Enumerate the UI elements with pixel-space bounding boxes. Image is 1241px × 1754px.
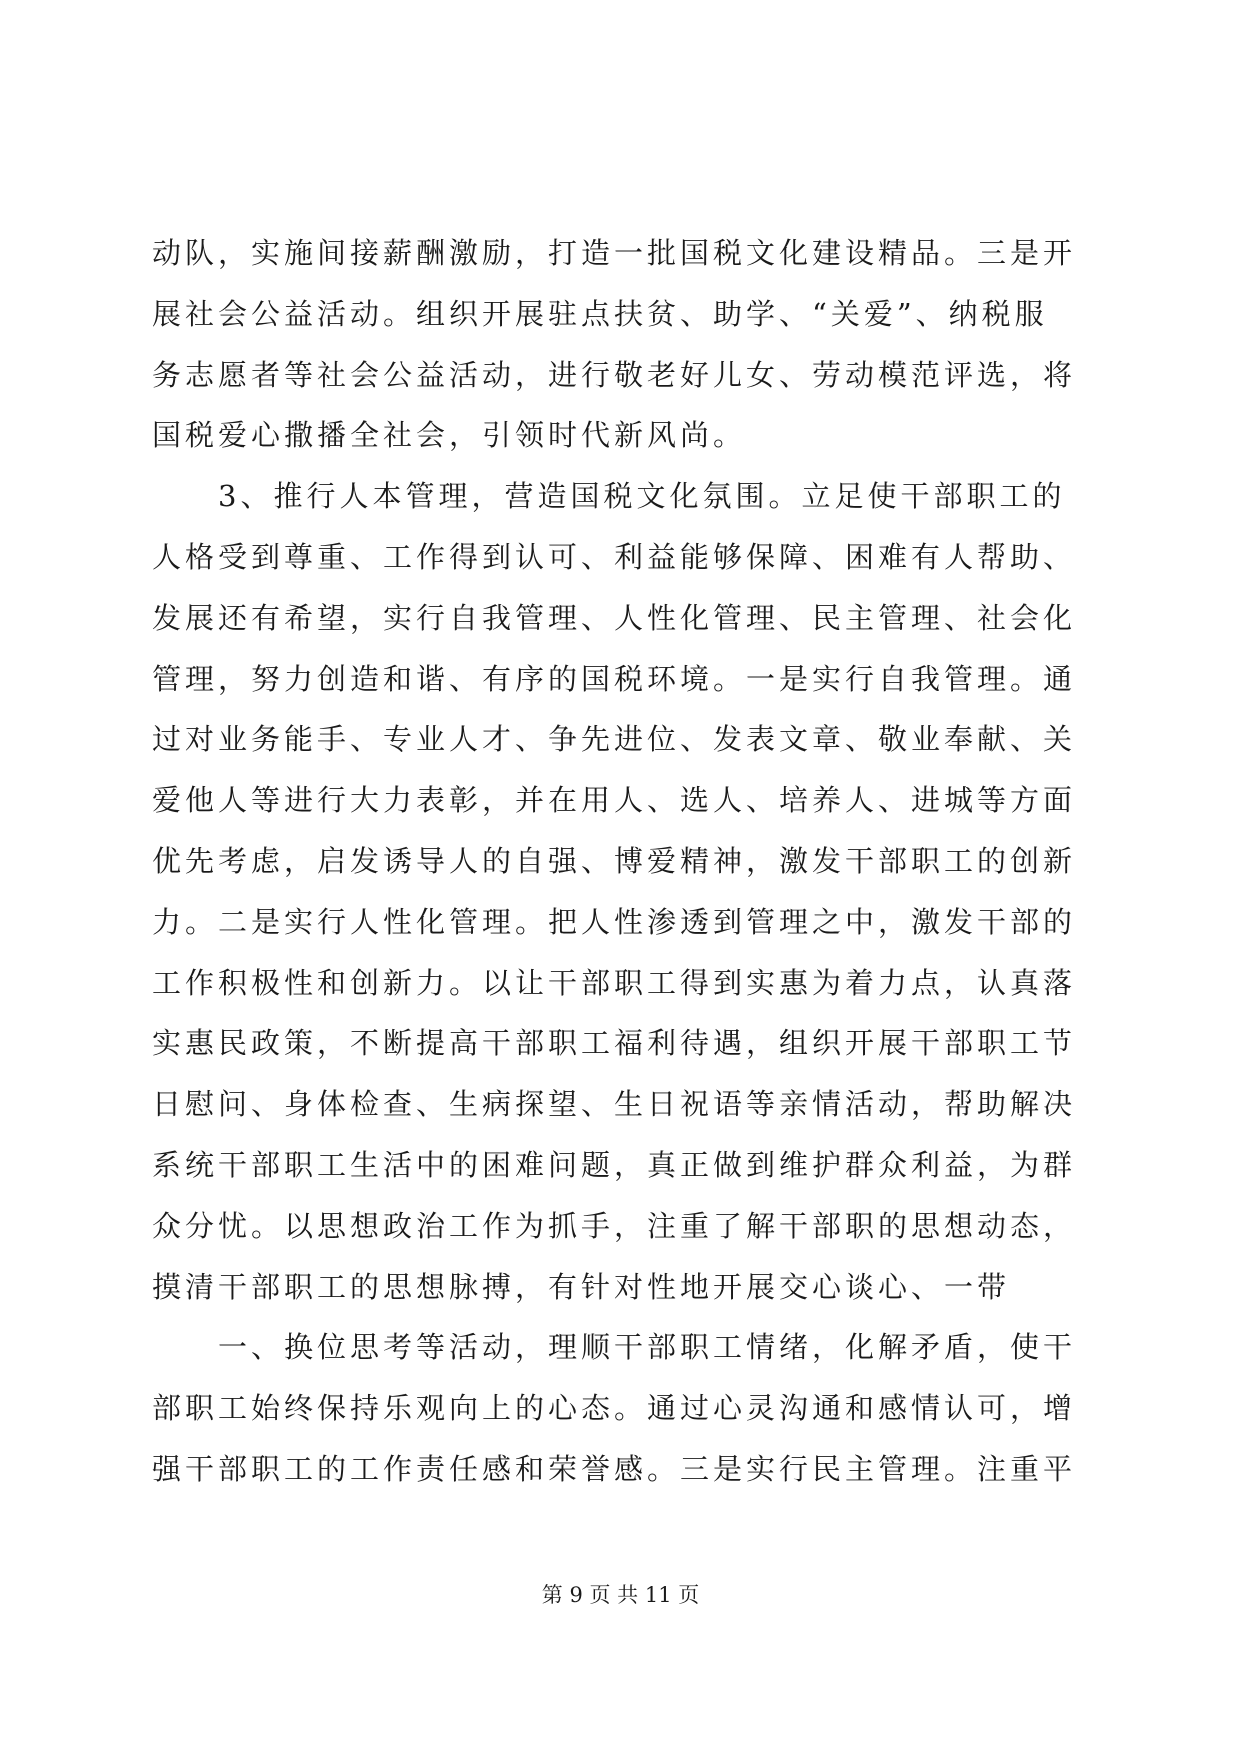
text-line: 人格受到尊重、工作得到认可、利益能够保障、困难有人帮助、 <box>152 539 1077 574</box>
page-number-footer: 第 9 页 共 11 页 <box>541 1583 700 1607</box>
text-line: 日慰问、身体检查、生病探望、生日祝语等亲情活动，帮助解决 <box>152 1087 1077 1122</box>
text-line: 管理，努力创造和谐、有序的国税环境。一是实行自我管理。通 <box>152 661 1077 696</box>
text-line: 国税爱心撒播全社会，引领时代新风尚。 <box>152 418 747 453</box>
text-line: 摸清干部职工的思想脉搏，有针对性地开展交心谈心、一带 <box>152 1269 1011 1304</box>
text-line: 发展还有希望，实行自我管理、人性化管理、民主管理、社会化 <box>152 600 1077 635</box>
text-line: 爱他人等进行大力表彰，并在用人、选人、培养人、进城等方面 <box>152 783 1077 818</box>
text-line: 一、换位思考等活动，理顺干部职工情绪，化解矛盾，使干 <box>152 1330 1077 1365</box>
text-line: 系统干部职工生活中的困难问题，真正做到维护群众利益，为群 <box>152 1147 1077 1182</box>
text-line: 动队，实施间接薪酬激励，打造一批国税文化建设精品。三是开 <box>152 236 1077 270</box>
body-text <box>152 223 1088 1500</box>
text-line: 过对业务能手、专业人才、争先进位、发表文章、敬业奉献、关 <box>152 722 1077 757</box>
text-line: 工作积极性和创新力。以让干部职工得到实惠为着力点，认真落 <box>152 965 1077 1000</box>
text-line: 强干部职工的工作责任感和荣誉感。三是实行民主管理。注重平 <box>152 1451 1077 1486</box>
text-line: 展社会公益活动。组织开展驻点扶贫、助学、“关爱”、纳税服 <box>152 296 1048 331</box>
text-line: 众分忧。以思想政治工作为抓手，注重了解干部职的思想动态， <box>152 1208 1077 1243</box>
text-line: 力。二是实行人性化管理。把人性渗透到管理之中，激发干部的 <box>152 904 1077 939</box>
text-line: 务志愿者等社会公益活动，进行敬老好儿女、劳动模范评选，将 <box>152 357 1077 392</box>
text-line: 部职工始终保持乐观向上的心态。通过心灵沟通和感情认可，增 <box>152 1391 1077 1426</box>
text-line: 3、推行人本管理，营造国税文化氛围。立足使干部职工的 <box>152 479 1066 514</box>
text-line: 优先考虑，启发诱导人的自强、博爱精神，激发干部职工的创新 <box>152 843 1077 878</box>
text-line: 实惠民政策，不断提高干部职工福利待遇，组织开展干部职工节 <box>152 1026 1077 1061</box>
